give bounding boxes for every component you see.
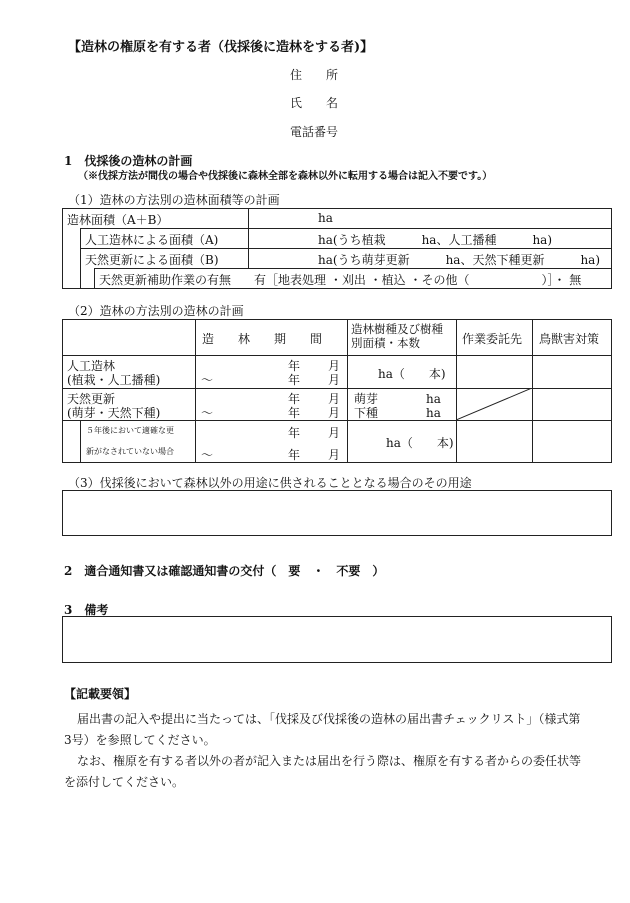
not-applicable-slash — [456, 388, 532, 420]
wildlife-header: 鳥獣害対策 — [539, 332, 600, 346]
start-year[interactable]: 年 — [288, 392, 301, 406]
section1-heading: 1 伐採後の造林の計画 — [64, 154, 193, 168]
subsection3-title: （3）伐採後において森林以外の用途に供されることとなる場合のその用途 — [68, 476, 472, 490]
start-month[interactable]: 月 — [328, 359, 341, 373]
phone-label: 電話番号 — [290, 125, 339, 139]
end-year[interactable]: 年 — [288, 406, 301, 420]
remarks-field[interactable] — [62, 616, 612, 663]
notes-paragraph1-line2: 3号）を参照してください。 — [64, 733, 216, 747]
row-label: 人工造林 — [67, 359, 116, 373]
end-year[interactable]: 年 — [288, 373, 301, 387]
notes-paragraph2-line2: を添付してください。 — [64, 775, 185, 789]
notes-paragraph1-line1: 届出書の記入や提出に当たっては、「伐採及び伐採後の造林の届出書チェックリスト」（様式第 — [77, 712, 581, 726]
artificial-area-label: 人工造林による面積（A) — [85, 233, 219, 247]
start-year[interactable]: 年 — [288, 359, 301, 373]
contractor-header: 作業委託先 — [462, 332, 523, 346]
notes-heading: 【記載要領】 — [64, 687, 137, 701]
row-label: 天然更新 — [67, 392, 116, 406]
address-label: 住 所 — [290, 68, 339, 82]
start-year[interactable]: 年 — [288, 426, 301, 440]
other-use-field[interactable] — [62, 490, 612, 536]
coppice-value[interactable]: 萌芽 ha — [354, 392, 441, 406]
period-header: 造 林 期 間 — [202, 332, 323, 346]
end-month[interactable]: 月 — [328, 406, 341, 420]
row-sublabel: (萌芽・天然下種) — [67, 406, 161, 420]
end-month[interactable]: 月 — [328, 448, 341, 462]
row-sublabel: (植栽・人工播種) — [67, 373, 161, 387]
end-year[interactable]: 年 — [288, 448, 301, 462]
row-sublabel: 新がなされていない場合 — [86, 447, 174, 456]
natural-area-label: 天然更新による面積（B) — [85, 253, 219, 267]
total-area-label: 造林面積（A＋B） — [67, 213, 169, 227]
species-value[interactable]: ha（ 本) — [386, 436, 454, 450]
end-month[interactable]: 月 — [328, 373, 341, 387]
name-label: 氏 名 — [290, 96, 339, 110]
assist-work-options[interactable]: 有［地表処理 ・刈出 ・植込 ・その他（ ）］・ 無 — [254, 273, 582, 287]
artificial-area-value[interactable]: ha(うち植栽 ha、人工播種 ha) — [318, 233, 553, 247]
natural-area-value[interactable]: ha(うち萌芽更新 ha、天然下種更新 ha) — [318, 253, 601, 267]
assist-work-label: 天然更新補助作業の有無 — [99, 273, 232, 287]
row-label: ５年後において適確な更 — [86, 426, 174, 435]
tilde: 〜 — [201, 406, 214, 420]
subsection2-title: （2）造林の方法別の造林の計画 — [68, 304, 244, 318]
seeding-value[interactable]: 下種 ha — [354, 406, 441, 420]
tilde: 〜 — [201, 448, 214, 462]
species-value[interactable]: ha（ 本) — [378, 367, 446, 381]
notes-paragraph2-line1: なお、権原を有する者以外の者が記入または届出を行う際は、権原を有する者からの委任状等 — [77, 754, 582, 768]
total-area-value[interactable]: ha — [318, 211, 333, 225]
section2-notice-delivery: 2 適合通知書又は確認通知書の交付（ 要 ・ 不要 ） — [64, 564, 385, 578]
section-title: 【造林の権原を有する者（伐採後に造林をする者)】 — [68, 40, 374, 55]
species-header: 造林樹種及び樹種別面積・本数 — [351, 322, 443, 350]
section1-note: （※伐採方法が間伐の場合や伐採後に森林全部を森林以外に転用する場合は記入不要です。） — [78, 171, 493, 182]
tilde: 〜 — [201, 373, 214, 387]
subsection1-title: （1）造林の方法別の造林面積等の計画 — [68, 193, 280, 207]
section3-heading: 3 備考 — [64, 603, 109, 617]
start-month[interactable]: 月 — [328, 392, 341, 406]
start-month[interactable]: 月 — [328, 426, 341, 440]
